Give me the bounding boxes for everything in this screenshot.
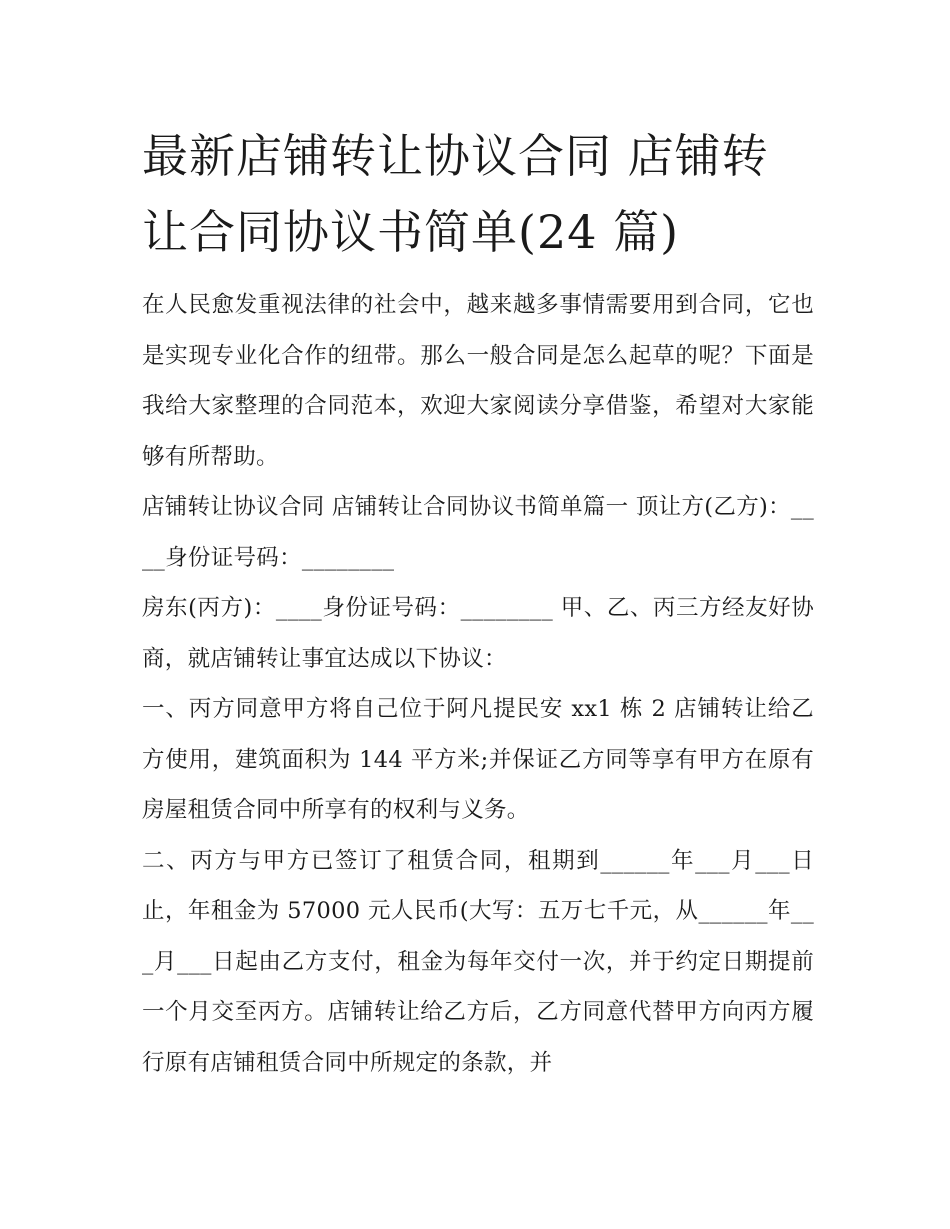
paragraph-clause-1: 一、丙方同意甲方将自己位于阿凡提民安 xx1 栋 2 店铺转让给乙方使用，建筑面积为 144 平方米;并保证乙方同等享有甲方在原有房屋租赁合同中所享有的权利与义务。: [142, 696, 814, 823]
paragraph-clause-2: 二、丙方与甲方已签订了租赁合同，租期到______年___月___日止，年租金为 57000 元人民币(大写：五万七千元，从______年___月___日起由乙方支付，租金为每年交付一次，并于约定日期提前一个月交至丙方。店铺转让给乙方后，乙方同意代替甲方向丙方履行原有店铺租赁合同中所规定的条款，并: [142, 847, 814, 1076]
document-page: [142, 118, 814, 1088]
document-title: 最新店铺转让协议合同 店铺转让合同协议书简单(24 篇): [142, 129, 769, 259]
paragraph-party-c: 房东(丙方)：____身份证号码：________ 甲、乙、丙三方经友好协商，就店铺转让事宜达成以下协议：: [142, 595, 814, 672]
paragraph-party-b: 店铺转让协议合同 店铺转让合同协议书简单篇一 顶让方(乙方)：____身份证号码：________: [142, 494, 814, 571]
paragraph-intro: 在人民愈发重视法律的社会中，越来越多事情需要用到合同，它也是实现专业化合作的纽带。那么一般合同是怎么起草的呢？下面是我给大家整理的合同范本，欢迎大家阅读分享借鉴，希望对大家能够有所帮助。: [142, 292, 814, 470]
